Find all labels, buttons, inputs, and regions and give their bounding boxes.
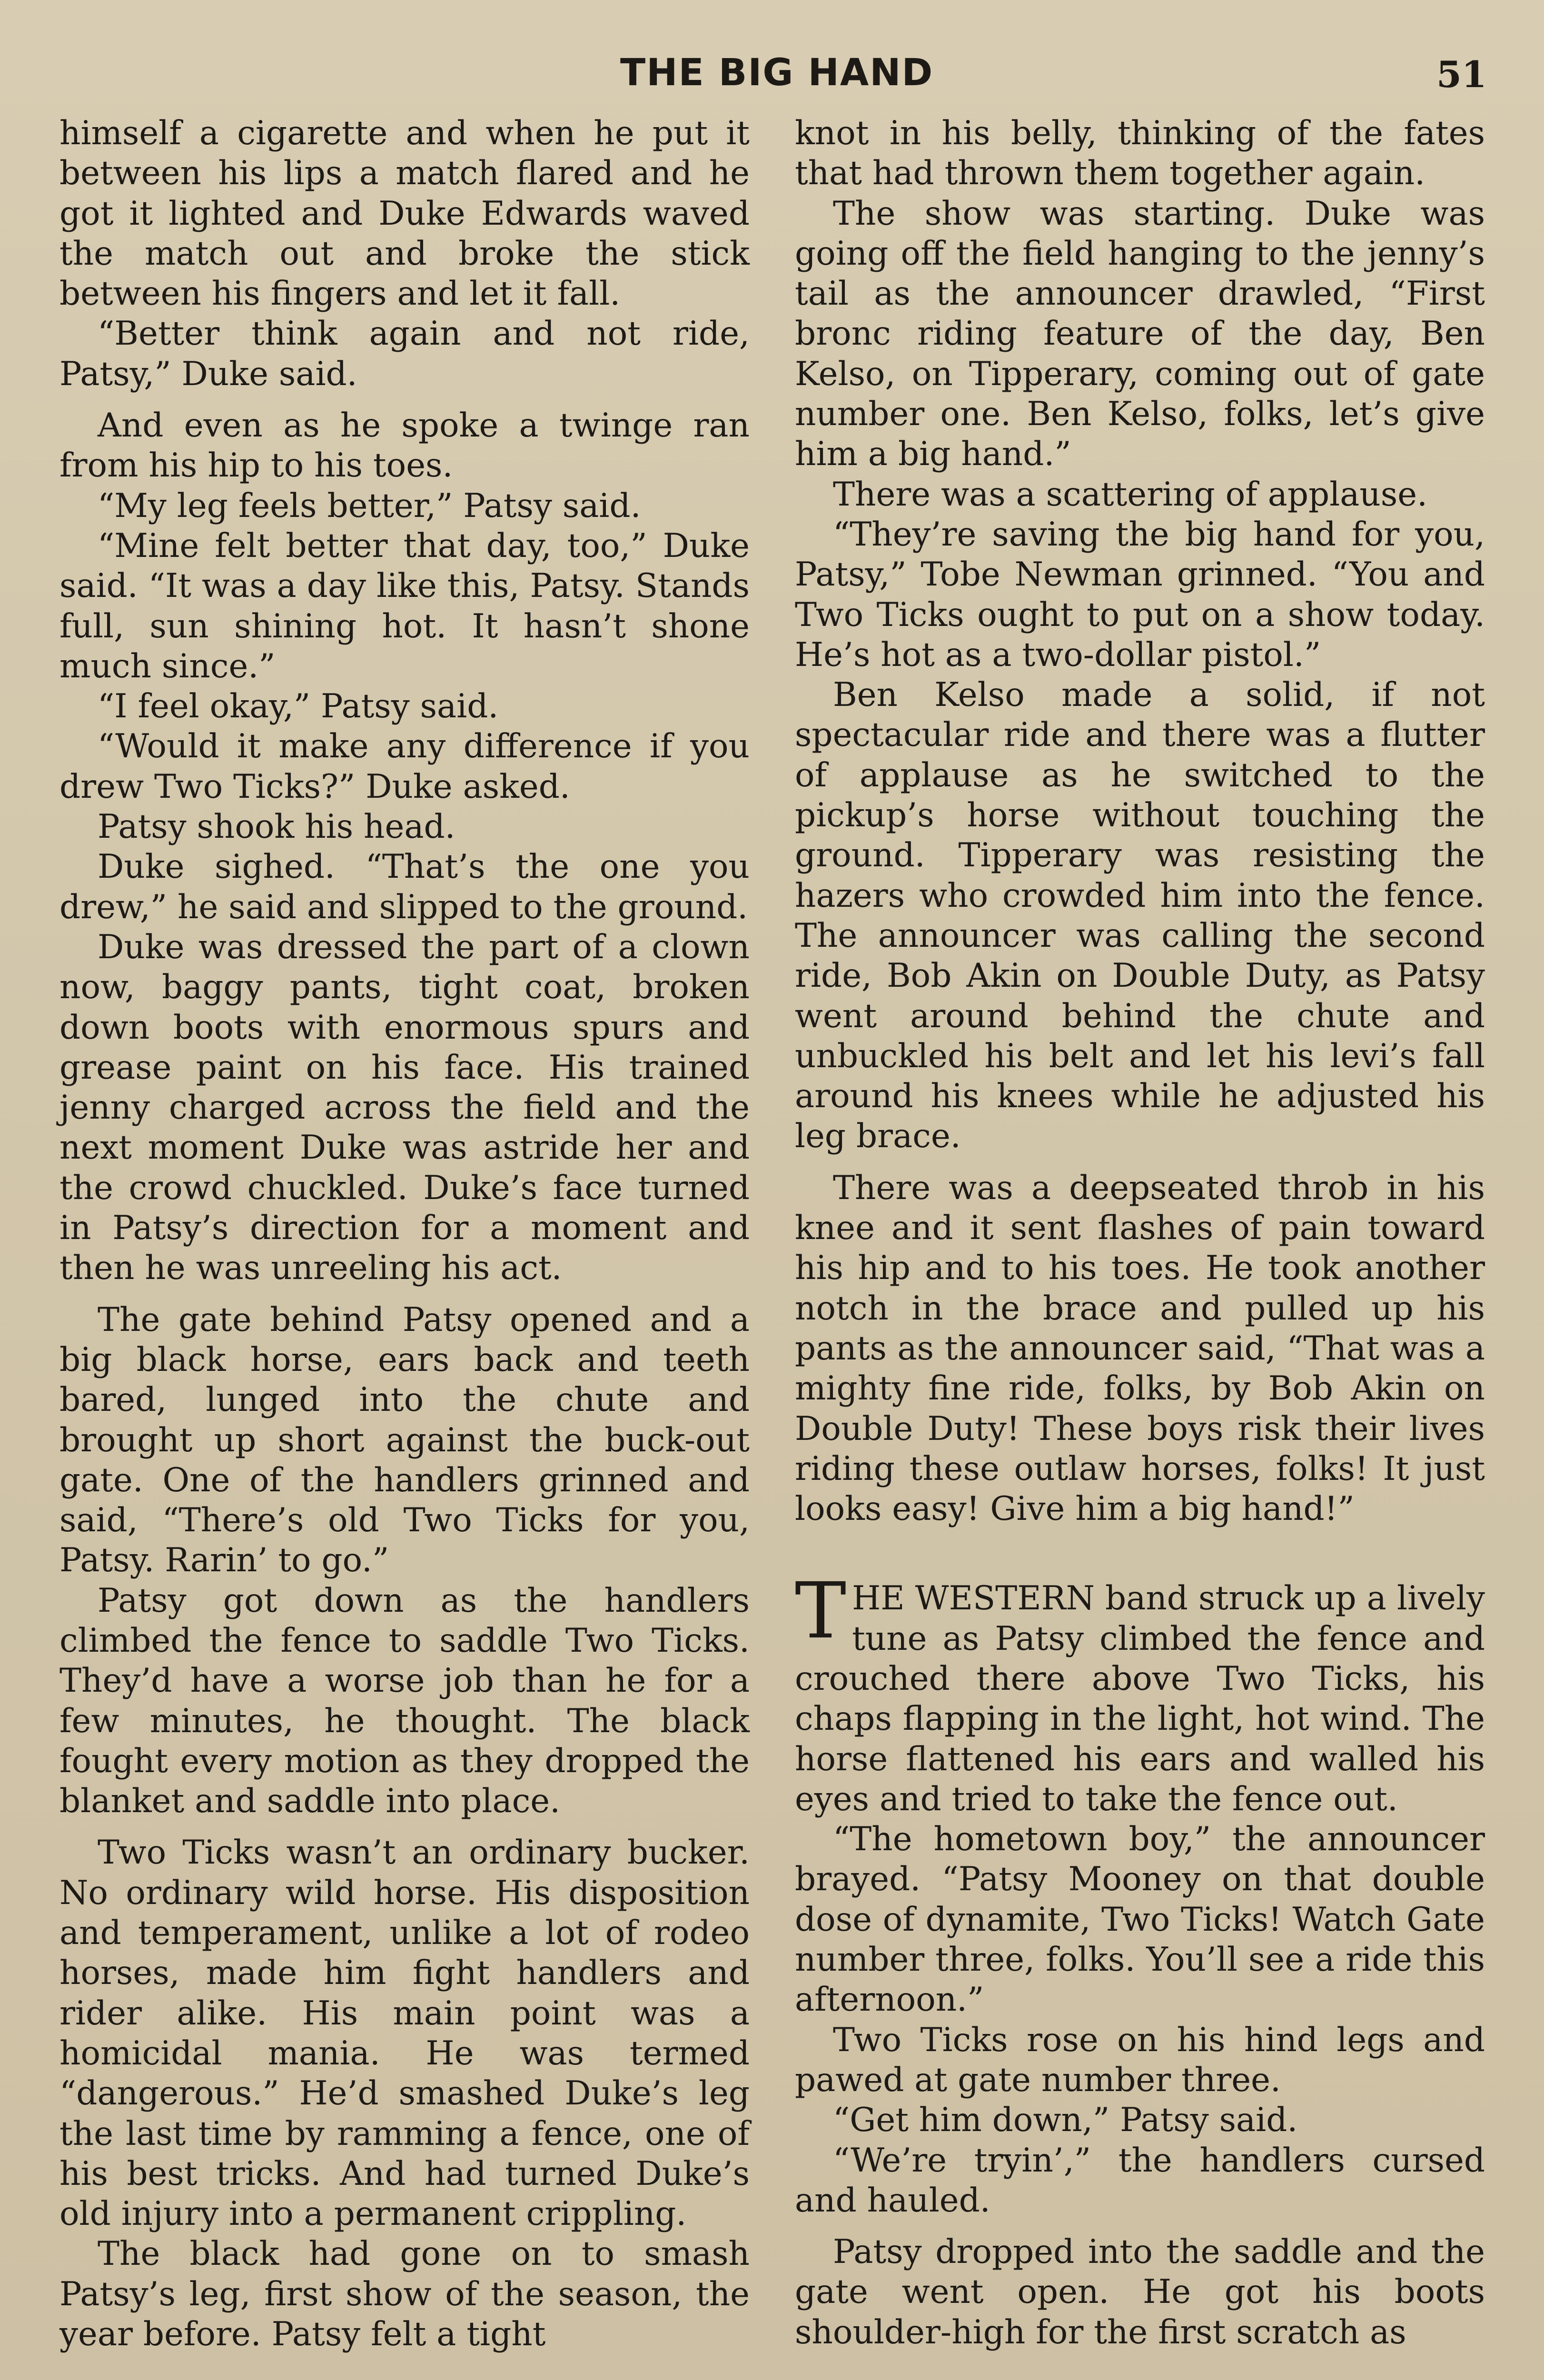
- paragraph: “My leg feels better,” Patsy said.: [98, 486, 641, 525]
- page-number: 51: [1436, 53, 1487, 96]
- paragraph: Duke sighed. “That’s the one you drew,” he said and slipped to the ground.: [59, 848, 750, 926]
- paragraph: And even as he spoke a twinge ran from his hip to his toes.: [59, 407, 750, 485]
- paragraph: Duke was dressed the part of a clown now, baggy pants, tight coat, broken down boots with enormous spurs and grease paint on his face. His trained jenny charged across the field and the next moment Duke was astride her and the crowd chuckled. Duke’s face turned in Patsy’s direction for a moment and then he was unreeling his act.: [59, 928, 750, 1288]
- paragraph: “Would it make any difference if you drew Two Ticks?” Duke asked.: [59, 727, 750, 806]
- right-column: [795, 113, 1485, 2352]
- paragraph: Patsy shook his head.: [98, 808, 455, 846]
- paragraph: The gate behind Patsy opened and a big black horse, ears back and teeth bared, lunged into the chute and brought up short against the buck-out gate. One of the handlers grinned and said, “There’s old Two Ticks for you, Patsy. Rarin’ to go.”: [59, 1300, 750, 1580]
- section-lead-text: HE WESTERN band struck up a lively tune as Patsy climbed the fence and crouched there above Two Ticks, his chaps flapping in the light, hot wind. The horse flattened his ears and walled his eyes and tried to take the fence out.: [795, 1579, 1485, 1818]
- paragraph: The show was starting. Duke was going off the field hanging to the jenny’s tail as the announcer drawled, “First bronc riding feature of the day, Ben Kelso, on Tipperary, coming out of gate number one. Ben Kelso, folks, let’s give him a big hand.”: [795, 194, 1485, 474]
- paragraph: Patsy got down as the handlers climbed the fence to saddle Two Ticks. They’d have a worse job than he for a few minutes, he thought. The black fought every motion as they dropped the blanket and saddle into place.: [59, 1581, 750, 1821]
- paragraph: “They’re saving the big hand for you, Patsy,” Tobe Newman grinned. “You and Two Ticks ought to put on a show today. He’s hot as a two-dollar pistol.”: [795, 515, 1485, 674]
- running-title: THE BIG HAND: [620, 51, 934, 94]
- left-column: [59, 113, 750, 2354]
- paragraph: “Mine felt better that day, too,” Duke said. “It was a day like this, Patsy. Stands full, sun shining hot. It hasn’t shone much since.”: [59, 526, 750, 685]
- paragraph: “We’re tryin’,” the handlers cursed and hauled.: [795, 2141, 1485, 2220]
- paragraph: Ben Kelso made a solid, if not spectacular ride and there was a flutter of applause as he switched to the pickup’s horse without touching the ground. Tipperary was resisting the hazers who crowded him into the fence. The announcer was calling the second ride, Bob Akin on Double Duty, as Patsy went around behind the chute and unbuckled his belt and let his levi’s fall around his knees while he adjusted his leg brace.: [795, 676, 1485, 1156]
- paragraph: “I feel okay,” Patsy said.: [98, 687, 499, 726]
- paragraph: “Get him down,” Patsy said.: [833, 2101, 1298, 2140]
- paragraph: Two Ticks rose on his hind legs and pawed at gate number three.: [795, 2021, 1485, 2099]
- paragraph: himself a cigarette and when he put it between his lips a match flared and he got it lighted and Duke Edwards waved the match out and broke the stick between his fingers and let it fall.: [59, 114, 750, 313]
- paragraph: The black had gone on to smash Patsy’s leg, first show of the season, the year before. Patsy felt a tight: [59, 2235, 750, 2354]
- page-header: [0, 51, 1544, 94]
- paragraph: knot in his belly, thinking of the fates that had thrown them together again.: [795, 114, 1485, 193]
- paragraph: There was a scattering of applause.: [833, 475, 1428, 514]
- paragraph: There was a deepseated throb in his knee and it sent flashes of pain toward his hip and to his toes. He took another notch in the brace and pulled up his pants as the announcer said, “That was a mighty fine ride, folks, by Bob Akin on Double Duty! These boys risk their lives riding these outlaw horses, folks! It just looks easy! Give him a big hand!”: [795, 1169, 1485, 1528]
- paragraph: “Better think again and not ride, Patsy,” Duke said.: [59, 315, 750, 393]
- paragraph: Patsy dropped into the saddle and the gate went open. He got his boots shoulder-high for the first scratch as: [795, 2233, 1485, 2351]
- paragraph: Two Ticks wasn’t an ordinary bucker. No ordinary wild horse. His disposition and temperament, unlike a lot of rodeo horses, made him fight handlers and rider alike. His main point was a homicidal mania. He was termed “dangerous.” He’d smashed Duke’s leg the last time by ramming a fence, one of his best tricks. And had turned Duke’s old injury into a permanent crippling.: [59, 1834, 750, 2233]
- paragraph: “The hometown boy,” the announcer brayed. “Patsy Mooney on that double dose of dynamite, Two Ticks! Watch Gate number three, folks. You’ll see a ride this afternoon.”: [795, 1820, 1485, 2019]
- section-lead-paragraph: [795, 1567, 1485, 1819]
- drop-cap: T: [795, 1567, 847, 1656]
